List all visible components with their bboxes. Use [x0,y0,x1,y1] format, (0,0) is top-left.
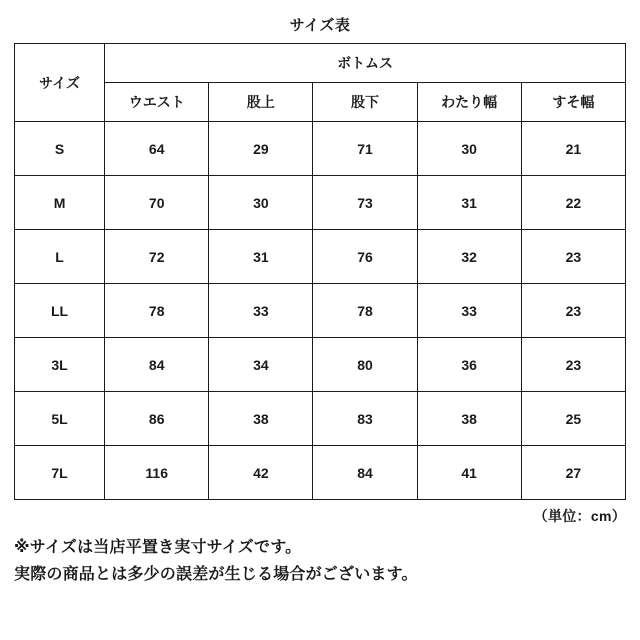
cell-hem-width: 23 [521,230,625,284]
header-size: サイズ [15,44,105,122]
page-title: サイズ表 [289,17,351,34]
cell-rise: 33 [209,284,313,338]
cell-thigh-width: 38 [417,392,521,446]
cell-thigh-width: 32 [417,230,521,284]
cell-thigh-width: 36 [417,338,521,392]
cell-thigh-width: 41 [417,446,521,500]
cell-rise: 30 [209,176,313,230]
cell-inseam: 71 [313,122,417,176]
table-row [15,230,626,284]
table-row [15,176,626,230]
table-row [15,284,626,338]
row-size-label: 3L [15,338,105,392]
table-row [15,446,626,500]
size-table [14,43,626,500]
header-waist: ウエスト [105,83,209,122]
cell-inseam: 83 [313,392,417,446]
cell-hem-width: 23 [521,284,625,338]
header-thigh-width: わたり幅 [417,83,521,122]
cell-hem-width: 23 [521,338,625,392]
cell-hem-width: 25 [521,392,625,446]
cell-waist: 72 [105,230,209,284]
row-size-label: L [15,230,105,284]
cell-rise: 29 [209,122,313,176]
table-header [15,44,626,122]
cell-waist: 64 [105,122,209,176]
cell-rise: 31 [209,230,313,284]
cell-hem-width: 27 [521,446,625,500]
table-row [15,122,626,176]
cell-inseam: 80 [313,338,417,392]
row-size-label: 7L [15,446,105,500]
header-hem-width: すそ幅 [521,83,625,122]
cell-waist: 70 [105,176,209,230]
cell-hem-width: 21 [521,122,625,176]
cell-waist: 84 [105,338,209,392]
note-line-2: 実際の商品とは多少の誤差が生じる場合がございます。 [14,566,418,584]
table-header-row-measures [15,83,626,122]
row-size-label: 5L [15,392,105,446]
cell-inseam: 76 [313,230,417,284]
header-rise: 股上 [209,83,313,122]
cell-thigh-width: 30 [417,122,521,176]
row-size-label: M [15,176,105,230]
cell-waist: 116 [105,446,209,500]
cell-thigh-width: 31 [417,176,521,230]
table-row [15,338,626,392]
cell-inseam: 84 [313,446,417,500]
table-body [15,122,626,500]
cell-rise: 42 [209,446,313,500]
notes-section [14,536,626,590]
cell-waist: 78 [105,284,209,338]
cell-inseam: 73 [313,176,417,230]
cell-waist: 86 [105,392,209,446]
header-inseam: 股下 [313,83,417,122]
unit-note: （単位：cm） [533,508,626,524]
cell-rise: 34 [209,338,313,392]
cell-hem-width: 22 [521,176,625,230]
table-row [15,392,626,446]
row-size-label: S [15,122,105,176]
row-size-label: LL [15,284,105,338]
cell-inseam: 78 [313,284,417,338]
cell-thigh-width: 33 [417,284,521,338]
note-line-1: ※サイズは当店平置き実寸サイズです。 [14,539,302,556]
table-header-row-group [15,44,626,83]
header-group-bottoms: ボトムス [105,44,626,83]
cell-rise: 38 [209,392,313,446]
